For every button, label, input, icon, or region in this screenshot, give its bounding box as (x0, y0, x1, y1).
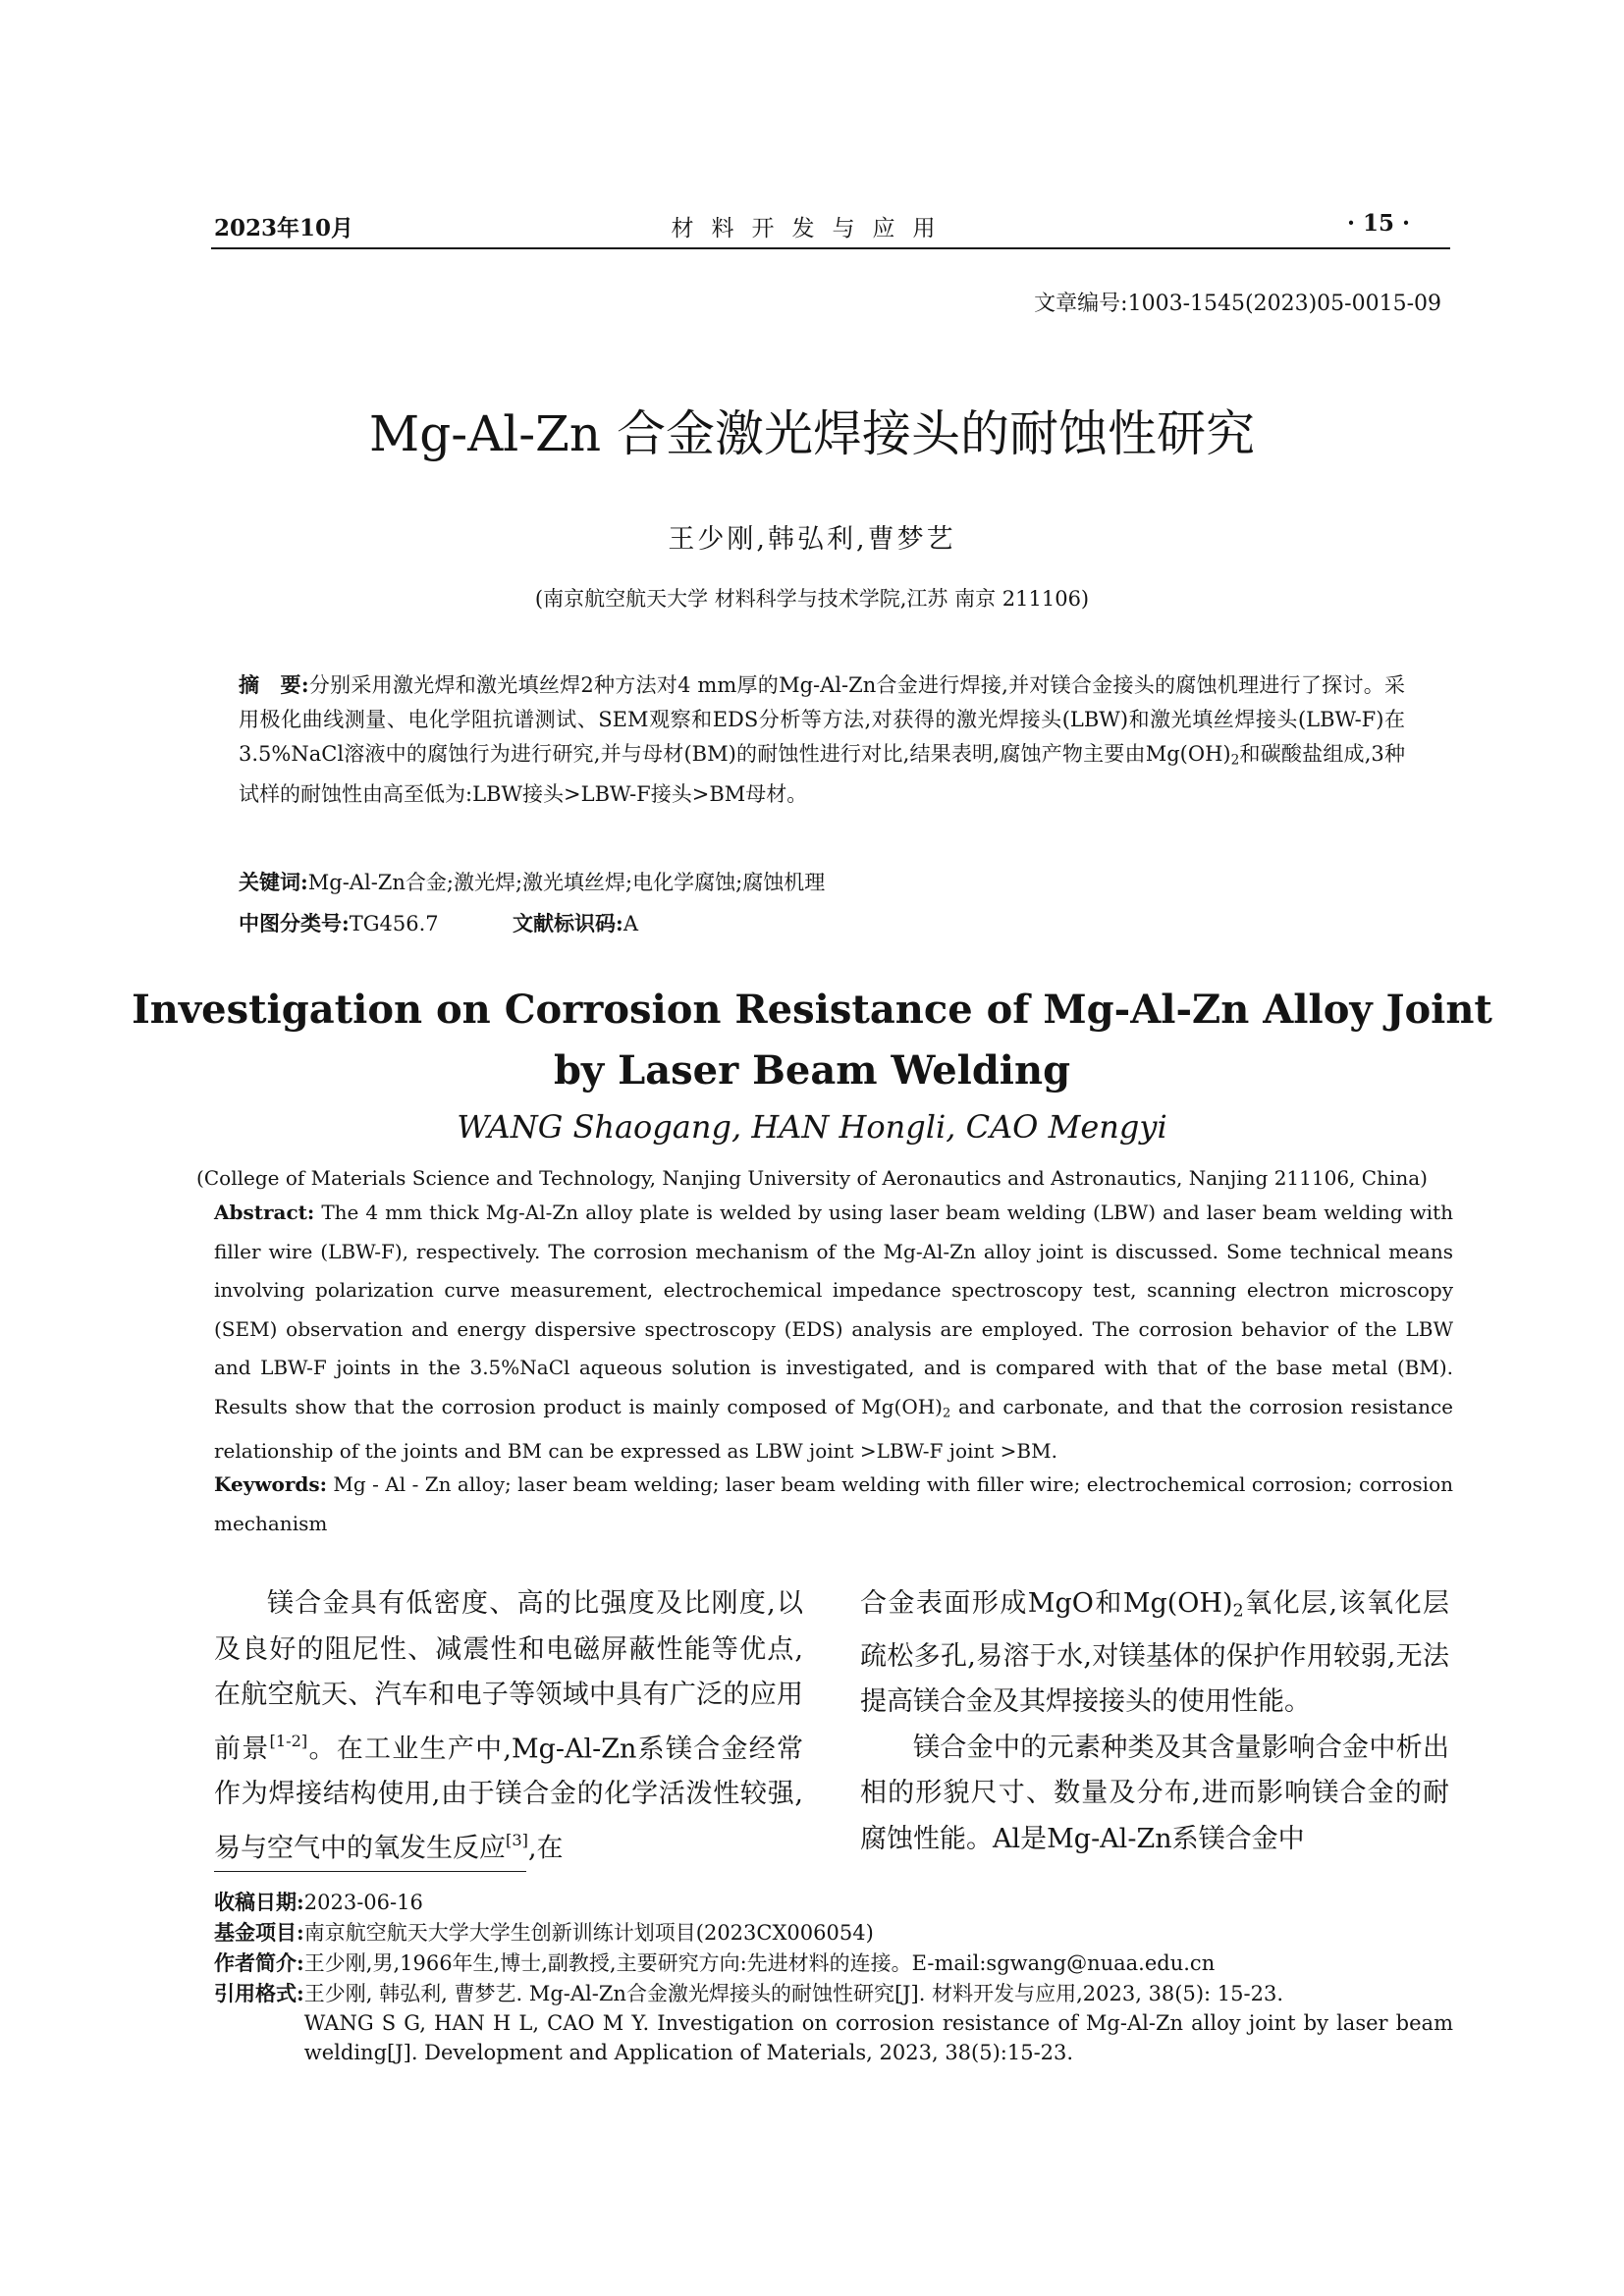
abstract-chinese-formula: Mg(OH) (1145, 742, 1231, 766)
classification-label: 中图分类号: (239, 911, 350, 935)
footnote-citation-english: WANG S G, HAN H L, CAO M Y. Investigation on corrosion resistance of Mg-Al-Zn alloy joint by laser beam welding[J]. Development and Application of Materials, 2023, 38(5):15-23. (303, 2011, 1453, 2064)
body-text: 镁合金中的元素种类及其含量影响合金中析出相的形貌尺寸、数量及分布,进而影响镁合金的耐腐蚀性能。Al是Mg-Al-Zn系镁合金中 (860, 1732, 1449, 1854)
body-paragraph (860, 1726, 1449, 1863)
abstract-english-formula-sub: 2 (942, 1405, 951, 1420)
header-journal-name: 材料开发与应用 (671, 216, 953, 241)
footnote-funding-label: 基金项目: (214, 1920, 304, 1945)
body-column-right (860, 1581, 1449, 1862)
citation-ref: [1-2] (269, 1731, 308, 1750)
article-number: 文章编号:1003-1545(2023)05-0015-09 (1034, 292, 1441, 316)
classification-chinese (239, 906, 1405, 941)
keywords-chinese (239, 865, 1405, 900)
authors-english: WANG Shaogang, HAN Hongli, CAO Mengyi (457, 1108, 1167, 1146)
title-chinese: Mg-Al-Zn 合金激光焊接头的耐蚀性研究 (369, 405, 1255, 462)
header-rule (211, 247, 1450, 249)
body-text: ,在 (527, 1833, 564, 1864)
title-english-line-1: Investigation on Corrosion Resistance of Mg-Al-Zn Alloy Joint (132, 987, 1492, 1033)
abstract-chinese-formula-sub: 2 (1230, 752, 1240, 769)
document-code-value: A (623, 912, 638, 935)
abstract-english (214, 1194, 1453, 1471)
formula-sub: 2 (1232, 1601, 1244, 1622)
footnote-rule (214, 1871, 526, 1872)
footnote-citation-label: 引用格式: (214, 1981, 304, 2005)
citation-ref: [3] (506, 1830, 528, 1849)
footnote-received-label: 收稿日期: (214, 1890, 304, 1914)
classification-value: TG456.7 (349, 912, 439, 935)
body-text: 氧化层,该氧化层疏松多孔,易溶于水,对镁基体的保护作用较弱,无法提高镁合金及其焊接接头的使用性能。 (860, 1588, 1449, 1718)
footnote-funding-text: 南京航空航天大学大学生创新训练计划项目(2023CX006054) (303, 1921, 874, 1945)
affiliation-chinese: (南京航空航天大学 材料科学与技术学院,江苏 南京 211106) (534, 587, 1090, 611)
body-paragraph (860, 1581, 1449, 1726)
document-code-label: 文献标识码: (513, 911, 623, 935)
body-paragraph (214, 1581, 803, 1872)
footnote-author-label: 作者简介: (214, 1950, 304, 1975)
title-english-line-2: by Laser Beam Welding (553, 1047, 1071, 1094)
footnote-author-text: 王少刚,男,1966年生,博士,副教授,主要研究方向:先进材料的连接。E-mail:sgwang@nuaa.edu.cn (303, 1951, 1216, 1975)
affiliation-english: (College of Materials Science and Technology, Nanjing University of Aeronautics and Astronautics, Nanjing 211106, China) (196, 1166, 1428, 1190)
title-english (0, 980, 1624, 1101)
abstract-chinese (239, 667, 1405, 812)
abstract-english-label: Abstract: (214, 1201, 315, 1224)
header-date: 2023年10月 (214, 215, 354, 241)
footnote-funding (214, 1918, 1453, 1948)
body-column-left (214, 1581, 803, 1872)
abstract-chinese-text: 分别采用激光焊和激光填丝焊2种方法对4 mm厚的Mg-Al-Zn合金进行焊接,并对镁合金接头的腐蚀机理进行了探讨。采用极化曲线测量、电化学阻抗谱测试、SEM观察和EDS分析等方法,对获得的激光焊接头(LBW)和激光填丝焊接头(LBW-F)在3.5%NaCl溶液中的腐蚀行为进行研究,并与母材(BM)的耐蚀性进行对比,结果表明,腐蚀产物主要由 (239, 673, 1405, 766)
keywords-english-text: Mg - Al - Zn alloy; laser beam welding; laser beam welding with filler wire; electrochemical corrosion; corrosion mechanism (214, 1472, 1453, 1535)
authors-chinese: 王少刚,韩弘利,曹梦艺 (668, 524, 956, 555)
abstract-chinese-label: 摘 要: (239, 672, 309, 697)
keywords-chinese-text: Mg-Al-Zn合金;激光焊;激光填丝焊;电化学腐蚀;腐蚀机理 (307, 871, 826, 894)
body-text: 镁合金具有低密度、高的比强度及比刚度,以及良好的阻尼性、减震性和电磁屏蔽性能等优点,在航空航天、汽车和电子等领域中具有广泛的应用前景 (214, 1588, 803, 1764)
footnote-citation-chinese: 王少刚, 韩弘利, 曹梦艺. Mg-Al-Zn合金激光焊接头的耐蚀性研究[J]. 材料开发与应用,2023, 38(5): 15-23. (303, 1982, 1284, 2005)
keywords-chinese-label: 关键词: (239, 870, 308, 894)
footnote-received-date: 2023-06-16 (303, 1891, 423, 1914)
footnote-citation (214, 1979, 1453, 2067)
footnote-author-bio (214, 1949, 1453, 1978)
header-page-number: · 15 · (1346, 210, 1410, 237)
footnote-received (214, 1888, 1453, 1917)
abstract-english-formula: Mg(OH) (861, 1394, 943, 1418)
keywords-english-label: Keywords: (214, 1472, 328, 1496)
keywords-english (214, 1466, 1453, 1543)
body-text: 。在工业生产中,Mg-Al-Zn系镁合金经常作为焊接结构使用,由于镁合金的化学活泼性较强,易与空气中的氧发生反应 (214, 1733, 803, 1864)
body-text: 合金表面形成MgO和Mg(OH) (860, 1588, 1233, 1619)
abstract-english-text-end: and carbonate, and that the corrosion resistance relationship of the joints and BM can be expressed as LBW joint >LBW-F joint >BM. (214, 1394, 1453, 1464)
abstract-english-text: The 4 mm thick Mg-Al-Zn alloy plate is welded by using laser beam welding (LBW) and laser beam welding with filler wire (LBW-F), respectively. The corrosion mechanism of the Mg-Al-Zn alloy joint is discussed. Some technical means involving polarization curve measurement, electrochemical impedance spectroscopy test, scanning electron microscopy (SEM) observation and energy dispersive spectroscopy (EDS) analysis are employed. The corrosion behavior of the LBW and LBW-F joints in the 3.5%NaCl aqueous solution is investigated, and is compared with that of the base metal (BM). Results show that the corrosion product is mainly composed of (214, 1201, 1453, 1418)
abstract-chinese-text-end: 和碳酸盐组成,3种试样的耐蚀性由高至低为:LBW接头>LBW-F接头>BM母材。 (239, 742, 1406, 807)
